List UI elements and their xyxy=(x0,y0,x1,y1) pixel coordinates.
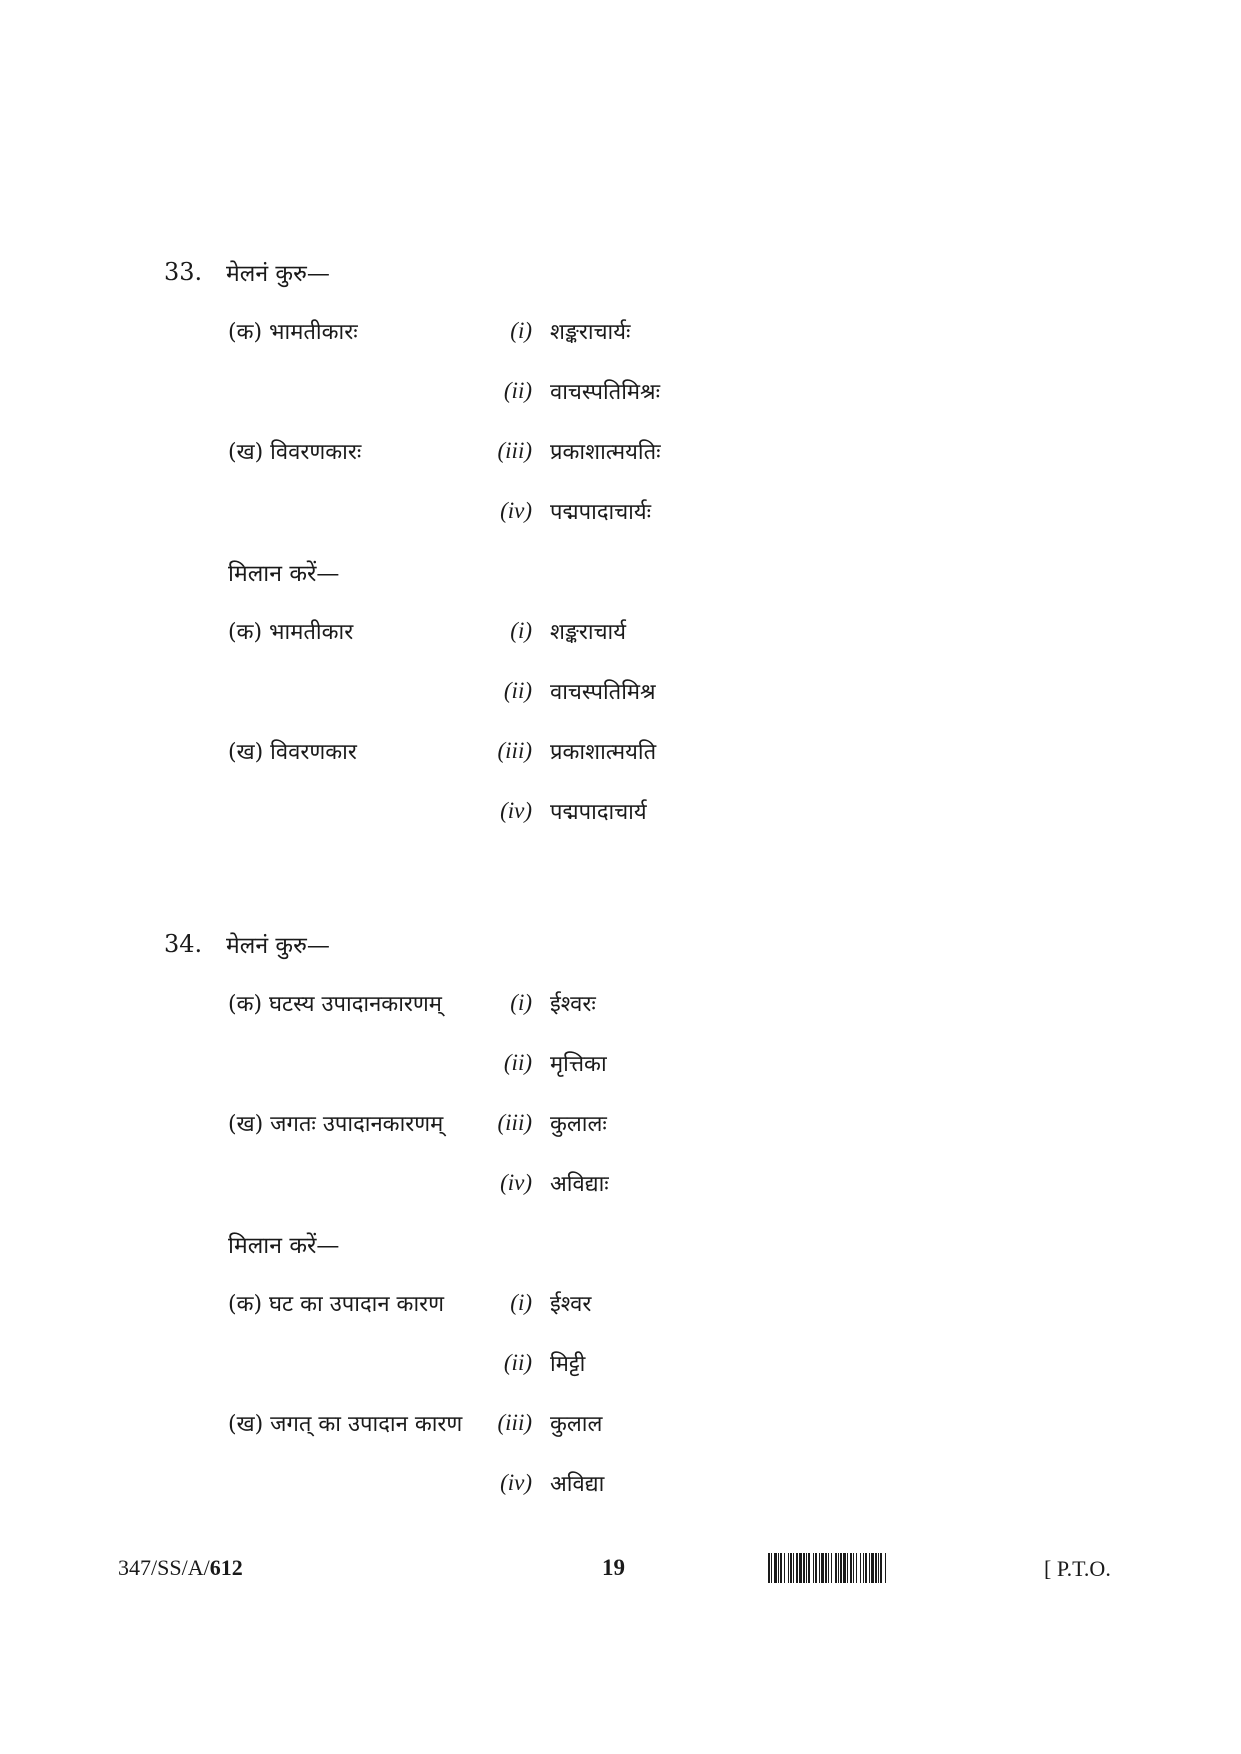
pto-label: [ P.T.O. xyxy=(1044,1556,1111,1581)
roman-numeral: (iv) xyxy=(500,1470,532,1495)
roman-numeral: (ii) xyxy=(503,378,532,403)
right-item: पद्मपादाचार्यः xyxy=(550,500,652,525)
roman-numeral: (i) xyxy=(510,990,532,1015)
left-item: (ख) जगत् का उपादान कारण xyxy=(228,1412,463,1437)
roman-numeral: (ii) xyxy=(503,678,532,703)
right-item: ईश्वरः xyxy=(550,992,596,1017)
instruction-hindi: मिलान करें— xyxy=(228,1233,340,1259)
roman-numeral: (iii) xyxy=(497,438,532,463)
roman-numeral: (iv) xyxy=(500,1170,532,1195)
left-item: (ख) विवरणकार xyxy=(228,740,357,765)
roman-numeral: (ii) xyxy=(503,1050,532,1075)
right-item: प्रकाशात्मयति xyxy=(550,740,657,765)
left-item: (ख) विवरणकारः xyxy=(228,440,362,465)
right-item: अविद्या xyxy=(550,1472,605,1497)
page-number: 19 xyxy=(602,1555,625,1580)
paper-code: 347/SS/A/612 xyxy=(118,1555,243,1580)
left-item: (क) भामतीकारः xyxy=(228,320,358,345)
right-item: वाचस्पतिमिश्र xyxy=(550,680,656,705)
right-item: प्रकाशात्मयतिः xyxy=(550,440,661,465)
instruction-sanskrit: मेलनं कुरु— xyxy=(226,933,330,959)
barcode-icon xyxy=(768,1553,1030,1583)
roman-numeral: (i) xyxy=(510,1290,532,1315)
instruction-sanskrit: मेलनं कुरु— xyxy=(226,261,330,287)
instruction-hindi: मिलान करें— xyxy=(228,561,340,587)
right-item: अविद्याः xyxy=(550,1172,609,1197)
right-item: ईश्वर xyxy=(550,1292,592,1317)
roman-numeral: (ii) xyxy=(503,1350,532,1375)
right-item: वाचस्पतिमिश्रः xyxy=(550,380,661,405)
left-item: (क) भामतीकार xyxy=(228,620,354,645)
roman-numeral: (iv) xyxy=(500,798,532,823)
left-item: (ख) जगतः उपादानकारणम् xyxy=(228,1112,444,1137)
question-number: 34. xyxy=(164,930,203,958)
roman-numeral: (iii) xyxy=(497,1110,532,1135)
right-item: मृत्तिका xyxy=(550,1052,607,1077)
roman-numeral: (iii) xyxy=(497,738,532,763)
left-item: (क) घट का उपादान कारण xyxy=(228,1292,445,1317)
right-item: शङ्कराचार्य xyxy=(550,620,627,645)
right-item: पद्मपादाचार्य xyxy=(550,800,647,825)
right-item: कुलालः xyxy=(550,1112,607,1137)
question-number: 33. xyxy=(164,258,203,286)
right-item: मिट्टी xyxy=(550,1352,586,1377)
roman-numeral: (iii) xyxy=(497,1410,532,1435)
roman-numeral: (iv) xyxy=(500,498,532,523)
left-item: (क) घटस्य उपादानकारणम् xyxy=(228,992,442,1017)
right-item: शङ्कराचार्यः xyxy=(550,320,631,345)
roman-numeral: (i) xyxy=(510,318,532,343)
right-item: कुलाल xyxy=(550,1412,603,1437)
roman-numeral: (i) xyxy=(510,618,532,643)
